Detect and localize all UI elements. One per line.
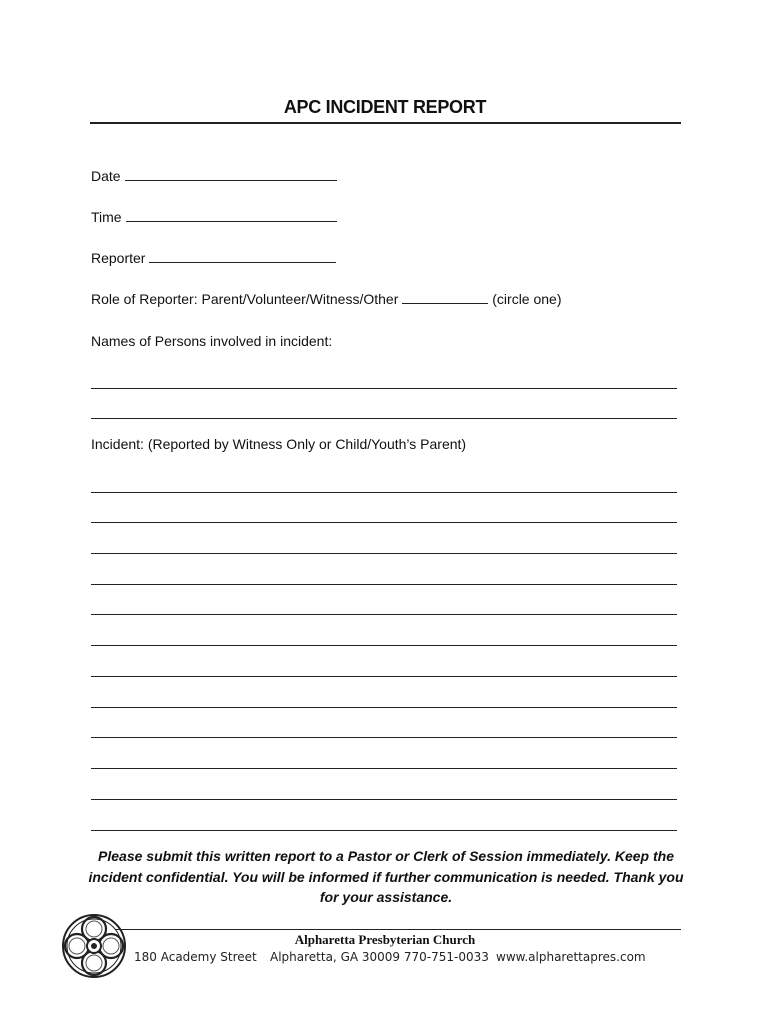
incident-line[interactable] [91,676,677,677]
submission-notice: Please submit this written report to a Pastor or Clerk of Session immediately. Keep the incident confidential. You will be informed if further communication is needed. Thank you for your assistance. [88,848,684,905]
date-label: Date [91,168,121,184]
title-divider [90,122,681,124]
time-field [91,209,337,225]
church-name: Alpharetta Presbyterian Church [294,932,476,947]
incident-line[interactable] [91,830,677,831]
incident-line[interactable] [91,707,677,708]
role-other-blank[interactable] [402,291,488,304]
time-label: Time [91,209,122,225]
page-title: APC INCIDENT REPORT [283,97,487,117]
incident-line[interactable] [91,584,677,585]
names-line[interactable] [91,418,677,419]
city-phone: Alpharetta, GA 30009 770-751-0033 [270,950,489,964]
date-blank[interactable] [125,168,337,181]
date-field [91,168,337,184]
incident-line[interactable] [91,768,677,769]
time-blank[interactable] [126,209,337,222]
incident-line[interactable] [91,799,677,800]
reporter-blank[interactable] [149,250,336,263]
incident-line[interactable] [91,737,677,738]
street-address: 180 Academy Street [134,950,257,964]
incident-line[interactable] [91,492,677,493]
reporter-field [91,250,336,266]
incident-line[interactable] [91,553,677,554]
incident-label: Incident: (Reported by Witness Only or Child/Youth’s Parent) [91,436,467,452]
reporter-label: Reporter [91,250,146,266]
role-suffix: (circle one) [492,291,562,307]
incident-line[interactable] [91,522,677,523]
names-label: Names of Persons involved in incident: [91,333,333,349]
incident-line[interactable] [91,645,677,646]
incident-line[interactable] [91,614,677,615]
celtic-knot-logo-icon [61,913,127,979]
footer-divider [115,929,681,930]
role-field [91,291,562,307]
names-line[interactable] [91,388,677,389]
role-label: Role of Reporter: Parent/Volunteer/Witness/Other [91,291,399,307]
website-link[interactable]: www.alpharettapres.com [496,950,646,964]
